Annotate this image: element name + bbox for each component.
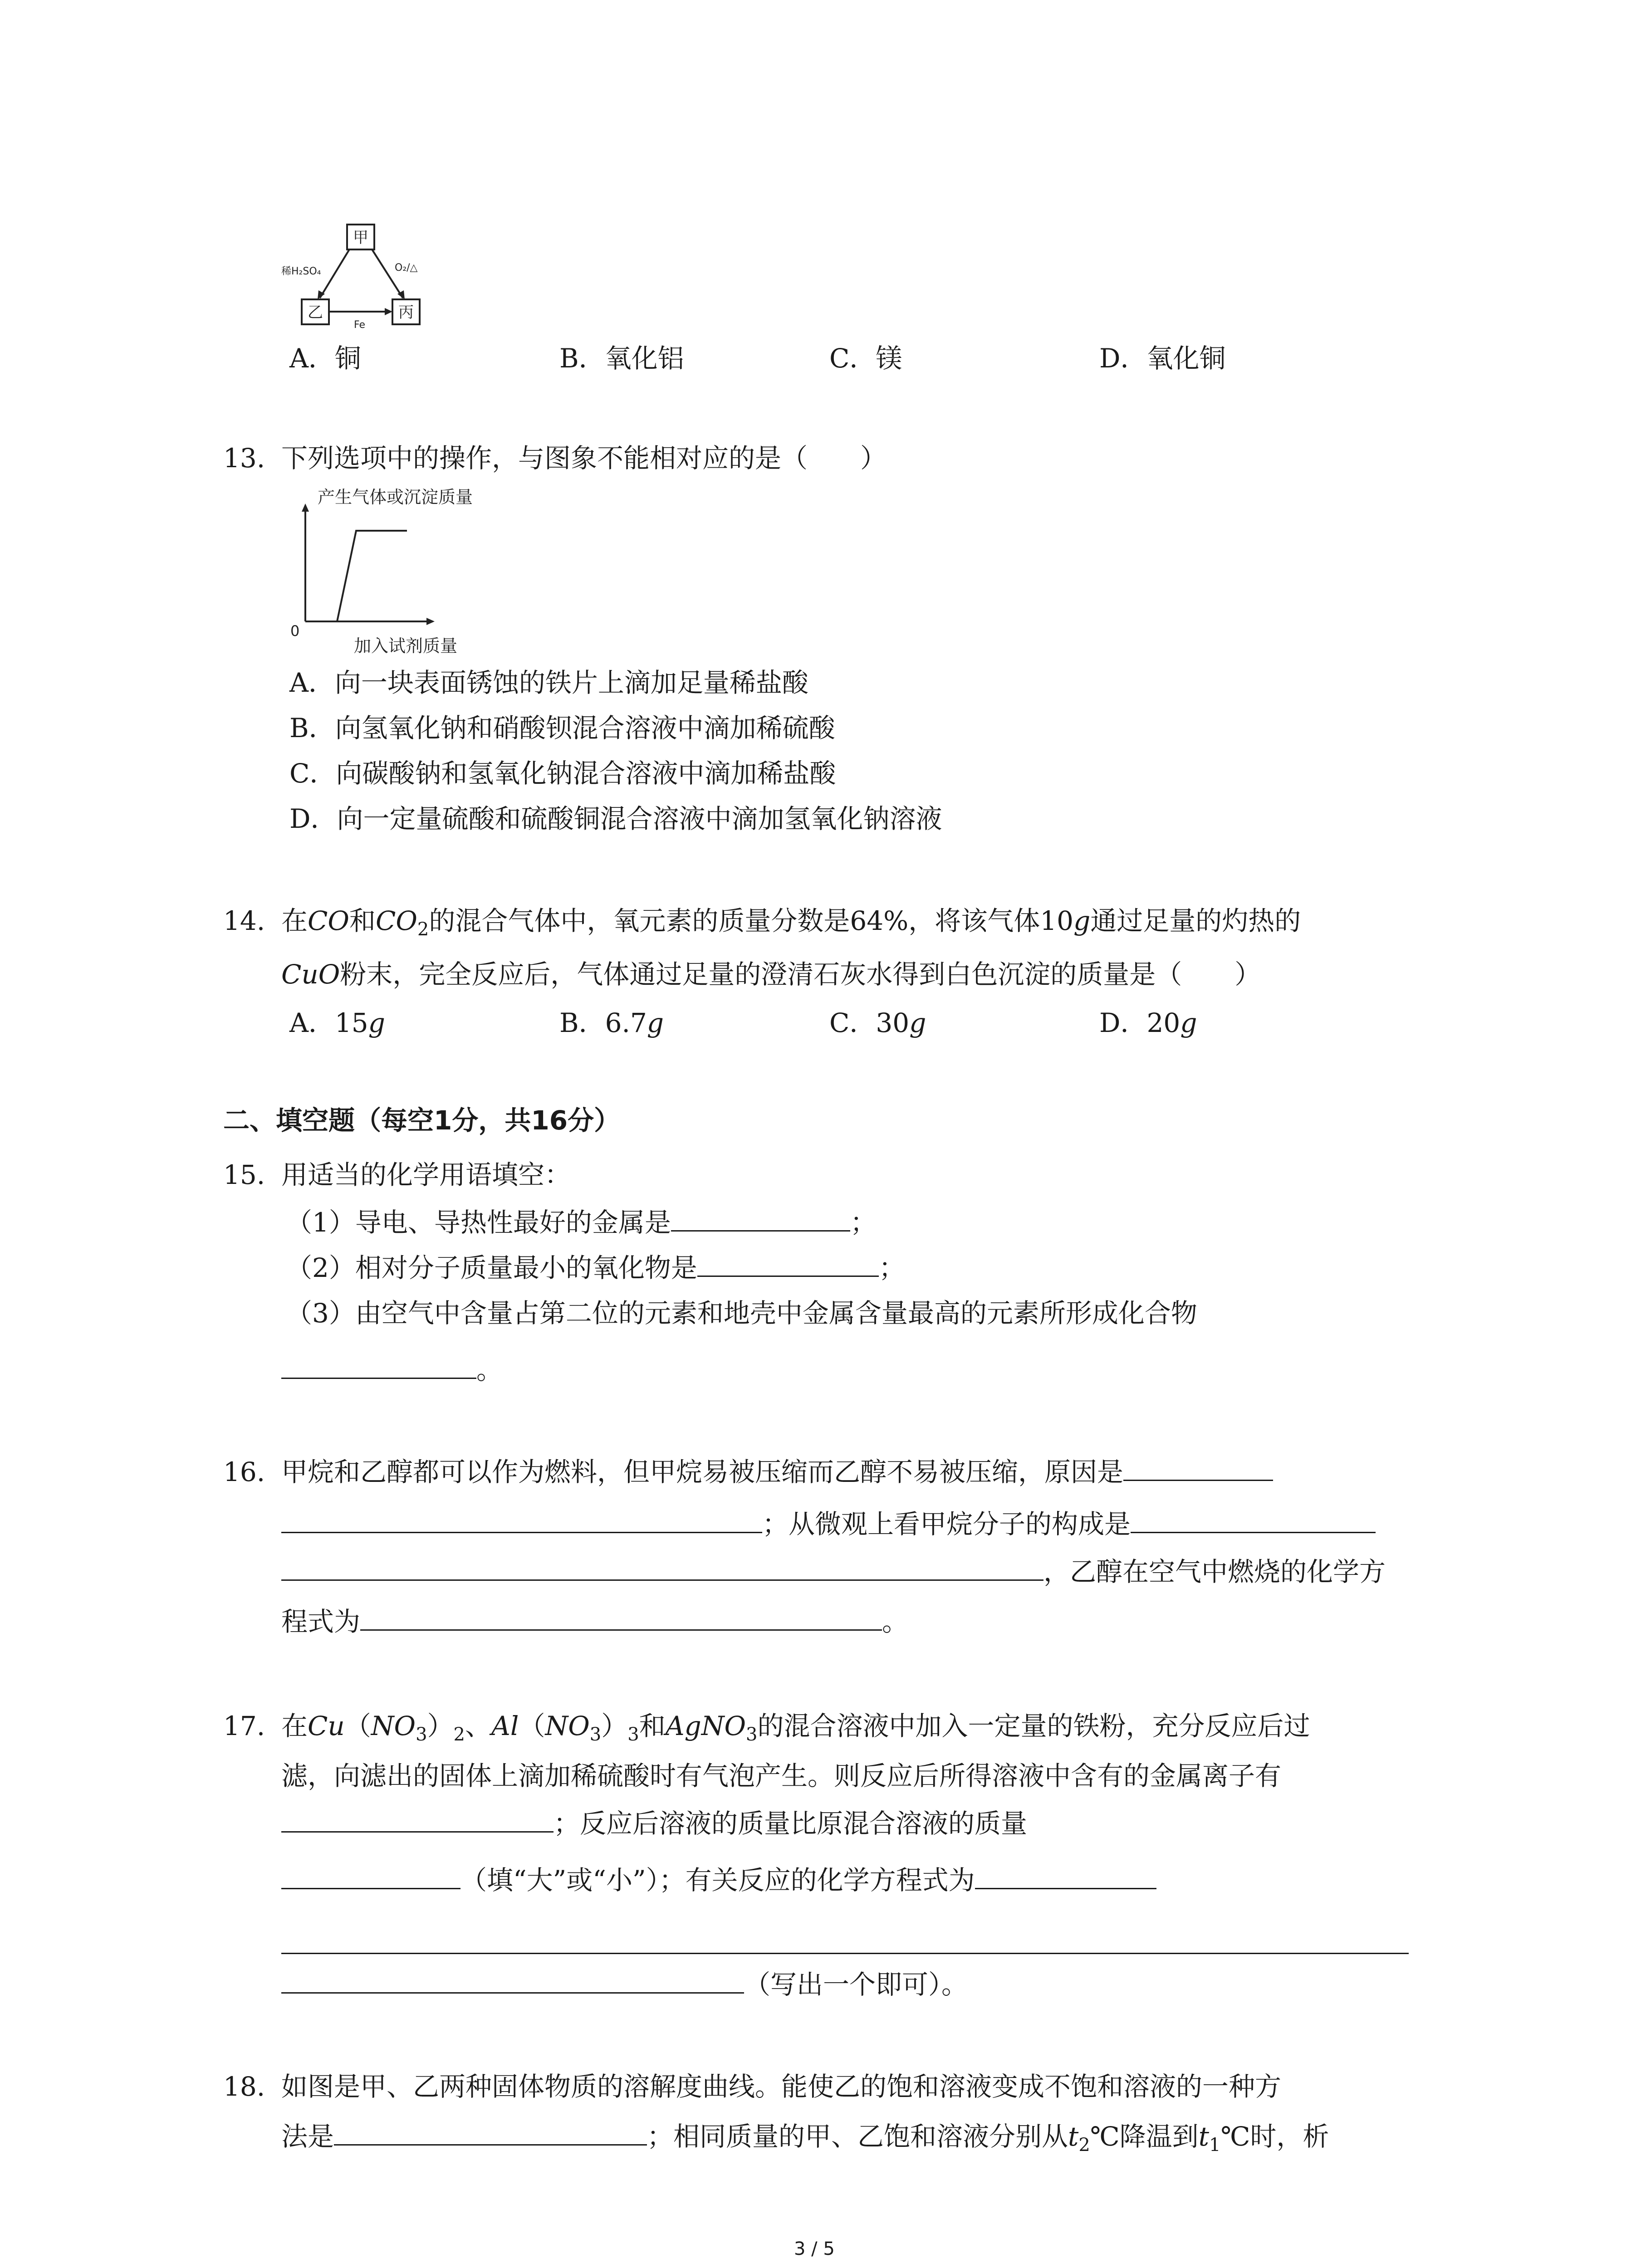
q16-line1: 甲烷和乙醇都可以作为燃料，但甲烷易被压缩而乙醇不易被压缩，原因是 — [281, 1456, 1273, 1488]
section-heading: 二、填空题（每空1分，共16分） — [223, 1105, 621, 1136]
q13-chart — [290, 483, 490, 660]
q17-blank-3c[interactable] — [281, 1969, 744, 1994]
q15-part2: （2）相对分子质量最小的氧化物是 ； — [286, 1252, 905, 1283]
edge-label-fe: Fe — [354, 319, 365, 331]
chart-series-line — [305, 531, 407, 621]
q17-blank-1[interactable] — [281, 1808, 554, 1833]
q15-blank-3[interactable] — [281, 1354, 476, 1379]
q15-blank-2[interactable] — [697, 1252, 879, 1277]
x-axis-arrow — [426, 618, 435, 625]
q18-number: 18. — [223, 2071, 265, 2102]
chart-xlabel: 加入试剂质量 — [354, 636, 458, 656]
q13-option-c: C．向碳酸钠和氢氧化钠混合溶液中滴加稀盐酸 — [289, 758, 836, 789]
edge-jia-yi — [320, 249, 349, 298]
q18-blank-1[interactable] — [334, 2121, 647, 2146]
chart-origin: 0 — [290, 622, 300, 640]
q16-blank-1b[interactable] — [281, 1508, 762, 1533]
q15-part1: （1）导电、导热性最好的金属是 ； — [286, 1207, 877, 1238]
q12-option-b: B．氧化铝 — [559, 343, 684, 374]
node-jia: 甲 — [353, 229, 368, 247]
q14-option-a: A．15g — [289, 1007, 385, 1038]
q14-number: 14. — [223, 905, 265, 936]
q17-blank-3[interactable] — [975, 1864, 1156, 1889]
q12-option-d: D．氧化铜 — [1099, 343, 1226, 374]
q17-blank-2[interactable] — [281, 1864, 460, 1889]
q15-stem: 用适当的化学用语填空： — [281, 1159, 571, 1190]
q16-number: 16. — [223, 1457, 265, 1487]
q12-option-a: A．铜 — [289, 343, 361, 374]
page-number: 3 / 5 — [794, 2239, 835, 2259]
q17-blank-3b[interactable] — [281, 1953, 1409, 1954]
q16-blank-3[interactable] — [360, 1606, 882, 1631]
chart-ylabel: 产生气体或沉淀质量 — [318, 487, 473, 507]
node-bing: 丙 — [398, 303, 414, 322]
q12-option-c: C．镁 — [829, 343, 902, 374]
q17-number: 17. — [223, 1711, 265, 1741]
q13-option-a: A．向一块表面锈蚀的铁片上滴加足量稀盐酸 — [289, 667, 808, 698]
q15-blank-1[interactable] — [671, 1207, 850, 1232]
q13-number: 13. — [223, 443, 265, 474]
q16-blank-2[interactable] — [1131, 1508, 1376, 1533]
edge-label-h2so4: 稀H₂SO₄ — [281, 266, 321, 277]
q16-line4: 程式为 。 — [281, 1606, 909, 1637]
q17-line1: 在$Cu(NO_3)_2$、$Al(NO_3)_3$和AgNO$_3$的混合溶液中加入一定量的铁粉，充分反应后过 — [281, 1711, 1310, 1745]
q16-line3: ，乙醇在空气中燃烧的化学方 — [281, 1556, 1386, 1588]
edge-label-o2: O₂/△ — [395, 262, 418, 274]
q12-diagram — [281, 220, 463, 333]
q13-option-b: B．向氢氧化钠和硝酸钡混合溶液中滴加稀硫酸 — [289, 713, 835, 743]
q14-option-b: B．6.7g — [559, 1007, 664, 1038]
q15-part3: （3）由空气中含量占第二位的元素和地壳中金属含量最高的元素所形成化合物 — [286, 1298, 1197, 1329]
q17-line4: （填“大”或“小”）；有关反应的化学方程式为 — [281, 1864, 1156, 1896]
q16-line2: ；从微观上看甲烷分子的构成是 — [281, 1508, 1376, 1540]
q15-part3-answer: 。 — [281, 1354, 503, 1386]
q14-line1: 在CO和$CO_2$的混合气体中，氧元素的质量分数是64%，将该气体10g通过足量的灼热的 — [281, 905, 1301, 940]
arrow-bing-bottom — [385, 308, 392, 315]
node-yi: 乙 — [308, 303, 323, 322]
q17-line3: ；反应后溶液的质量比原混合溶液的质量 — [281, 1808, 1027, 1839]
q18-line1: 如图是甲、乙两种固体物质的溶解度曲线。能使乙的饱和溶液变成不饱和溶液的一种方 — [281, 2071, 1282, 2102]
q13-option-d: D．向一定量硫酸和硫酸铜混合溶液中滴加氢氧化钠溶液 — [289, 803, 942, 834]
q14-line2: CuO粉末，完全反应后，气体通过足量的澄清石灰水得到白色沉淀的质量是（ ） — [281, 959, 1261, 990]
q18-line2: 法是 ；相同质量的甲、乙饱和溶液分别从$t_2℃$降温到$t_1℃$时，析 — [281, 2121, 1329, 2156]
q15-number: 15. — [223, 1159, 265, 1190]
y-axis-arrow — [302, 503, 309, 512]
q14-option-c: C．30g — [829, 1007, 926, 1038]
q16-blank-1[interactable] — [1123, 1456, 1273, 1481]
edge-jia-bing — [372, 249, 403, 298]
q17-line2: 滤，向滤出的固体上滴加稀硫酸时有气泡产生。则反应后所得溶液中含有的金属离子有 — [281, 1760, 1282, 1791]
q16-blank-2b[interactable] — [281, 1556, 1043, 1581]
q14-option-d: D．20g — [1099, 1007, 1197, 1038]
q17-line6: （写出一个即可）。 — [281, 1969, 968, 2000]
q13-stem: 下列选项中的操作，与图象不能相对应的是（ ） — [281, 443, 887, 474]
